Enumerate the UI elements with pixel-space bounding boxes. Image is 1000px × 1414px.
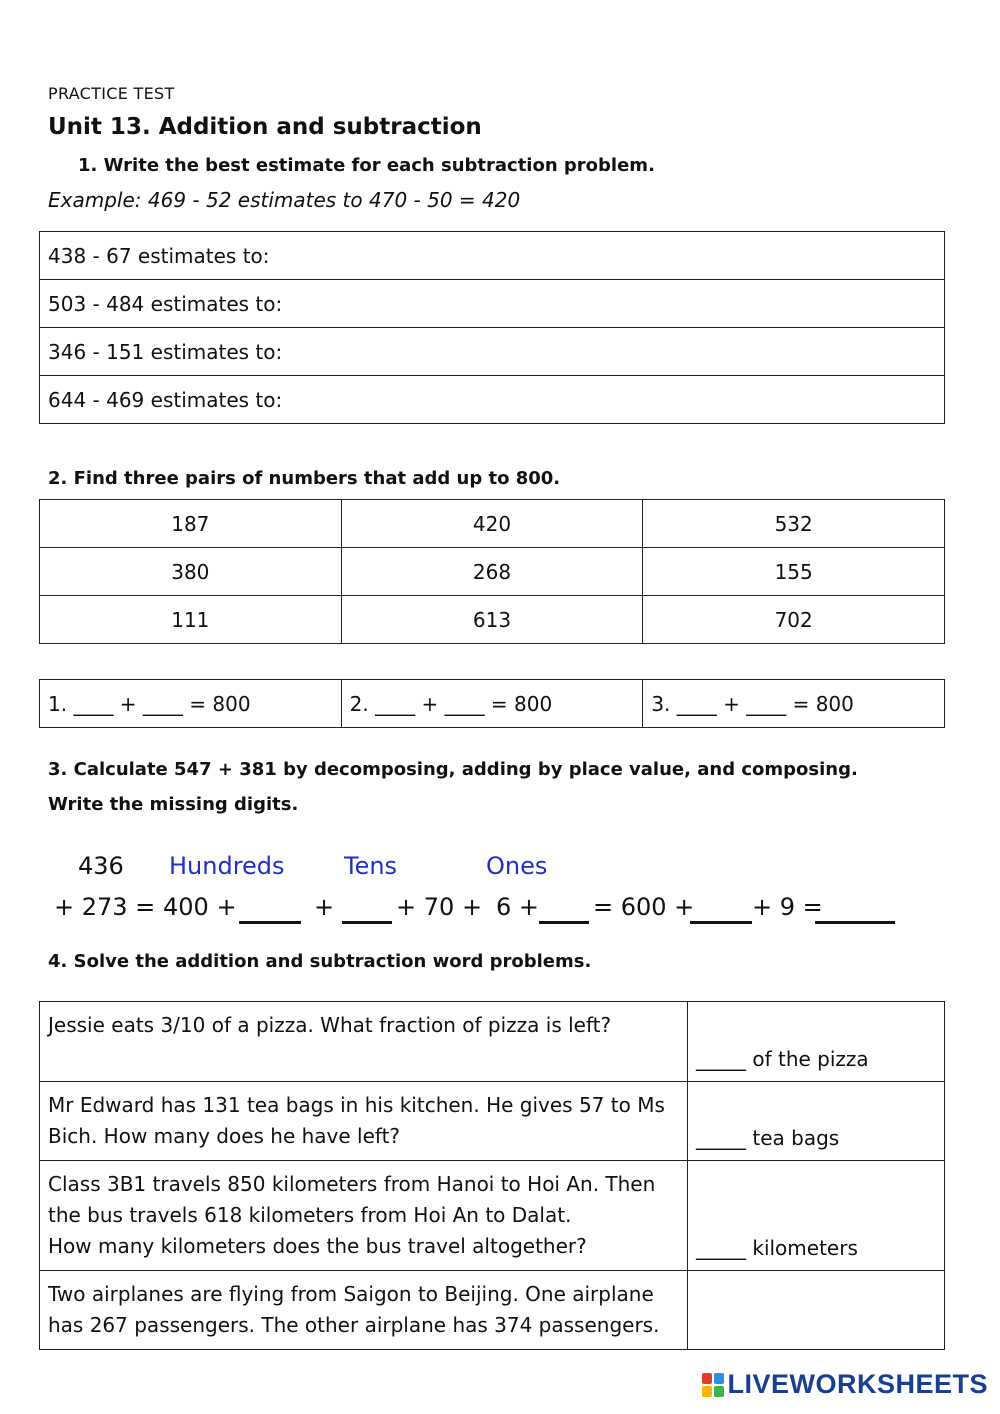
q2-heading: 2. Find three pairs of numbers that add up to 800.	[48, 468, 561, 489]
addend-start: + 273 =	[54, 893, 156, 921]
q4-heading: 4. Solve the addition and subtraction word problems.	[48, 951, 592, 972]
number-cell: 532	[643, 500, 945, 548]
pair-answer-cell[interactable]: 1. ____ + ____ = 800	[40, 680, 342, 728]
pair-answer-table	[39, 679, 945, 728]
answer-cell[interactable]	[688, 1271, 945, 1350]
estimate-row	[40, 376, 945, 424]
liveworksheets-logo-icon	[702, 1373, 724, 1397]
top-number: 436	[78, 852, 124, 880]
problem-line: Bich. How many does he have left?	[48, 1124, 401, 1148]
problem-line: How many kilometers does the bus travel altogether?	[48, 1234, 587, 1258]
problem-text	[40, 1082, 688, 1161]
number-cell: 702	[643, 596, 945, 644]
hundreds-part: 400 +	[163, 893, 237, 921]
plus-sign: +	[314, 893, 335, 921]
problem-text	[40, 1161, 688, 1271]
logo-square	[714, 1386, 724, 1397]
estimate-cell[interactable]: 438 - 67 estimates to:	[40, 232, 945, 280]
problem-line: the bus travels 618 kilometers from Hoi An to Dalat.	[48, 1203, 572, 1227]
hundreds-label: Hundreds	[169, 852, 285, 880]
logo-square	[714, 1373, 724, 1384]
word-problem-row	[40, 1082, 945, 1161]
logo-square	[702, 1373, 712, 1384]
word-problem-row	[40, 1002, 945, 1082]
estimate-cell[interactable]: 503 - 484 estimates to:	[40, 280, 945, 328]
ones-part: 6 +	[496, 893, 540, 921]
number-cell: 420	[341, 500, 643, 548]
practice-test-label: PRACTICE TEST	[48, 84, 175, 103]
estimate-row	[40, 328, 945, 376]
pair-answer-cell[interactable]: 3. ____ + ____ = 800	[643, 680, 945, 728]
problem-line: Mr Edward has 131 tea bags in his kitchen. He gives 57 to Ms	[48, 1093, 665, 1117]
estimate-cell[interactable]: 346 - 151 estimates to:	[40, 328, 945, 376]
number-grid-row	[40, 596, 945, 644]
problem-line: has 267 passengers. The other airplane has 374 passengers.	[48, 1313, 660, 1337]
ones-label: Ones	[486, 852, 548, 880]
number-grid-row	[40, 500, 945, 548]
number-cell: 268	[341, 548, 643, 596]
q1-heading: 1. Write the best estimate for each subtraction problem.	[78, 155, 655, 176]
logo-text: LIVEWORKSHEETS	[727, 1369, 988, 1399]
estimate-row	[40, 232, 945, 280]
q3-heading-line1: 3. Calculate 547 + 381 by decomposing, adding by place value, and composing.	[48, 759, 858, 780]
problem-text	[40, 1002, 688, 1082]
word-problem-row	[40, 1161, 945, 1271]
hundreds-blank[interactable]	[239, 899, 301, 924]
word-problem-row	[40, 1271, 945, 1350]
problem-line: Two airplanes are flying from Saigon to Beijing. One airplane	[48, 1282, 654, 1306]
answer-cell[interactable]: _____ tea bags	[688, 1082, 945, 1161]
ones-blank[interactable]	[539, 899, 589, 924]
pair-answer-cell[interactable]: 2. ____ + ____ = 800	[341, 680, 643, 728]
number-cell: 111	[40, 596, 342, 644]
compose-tens-blank[interactable]	[690, 899, 752, 924]
answer-cell[interactable]: _____ kilometers	[688, 1161, 945, 1271]
logo-square	[702, 1386, 712, 1397]
tens-blank[interactable]	[342, 899, 392, 924]
number-cell: 155	[643, 548, 945, 596]
unit-title: Unit 13. Addition and subtraction	[48, 114, 482, 140]
compose-plus-9: + 9 =	[752, 893, 823, 921]
problem-line: Class 3B1 travels 850 kilometers from Hanoi to Hoi An. Then	[48, 1172, 656, 1196]
q1-example: Example: 469 - 52 estimates to 470 - 50 = 420	[48, 188, 521, 212]
number-grid-row	[40, 548, 945, 596]
tens-part: + 70	[396, 893, 455, 921]
pair-answer-row	[40, 680, 945, 728]
estimate-row	[40, 280, 945, 328]
tens-label: Tens	[344, 852, 398, 880]
answer-cell[interactable]: _____ of the pizza	[688, 1002, 945, 1082]
compose-600: = 600 +	[593, 893, 695, 921]
word-problem-table	[39, 1001, 945, 1350]
number-cell: 187	[40, 500, 342, 548]
total-blank[interactable]	[815, 899, 895, 924]
q3-heading-line2: Write the missing digits.	[48, 794, 299, 815]
estimate-cell[interactable]: 644 - 469 estimates to:	[40, 376, 945, 424]
plus-sign: +	[462, 893, 483, 921]
problem-line: Jessie eats 3/10 of a pizza. What fraction of pizza is left?	[48, 1013, 612, 1037]
liveworksheets-logo[interactable]	[702, 1369, 988, 1400]
number-cell: 613	[341, 596, 643, 644]
estimate-table	[39, 231, 945, 424]
number-cell: 380	[40, 548, 342, 596]
problem-text	[40, 1271, 688, 1350]
number-grid	[39, 499, 945, 644]
